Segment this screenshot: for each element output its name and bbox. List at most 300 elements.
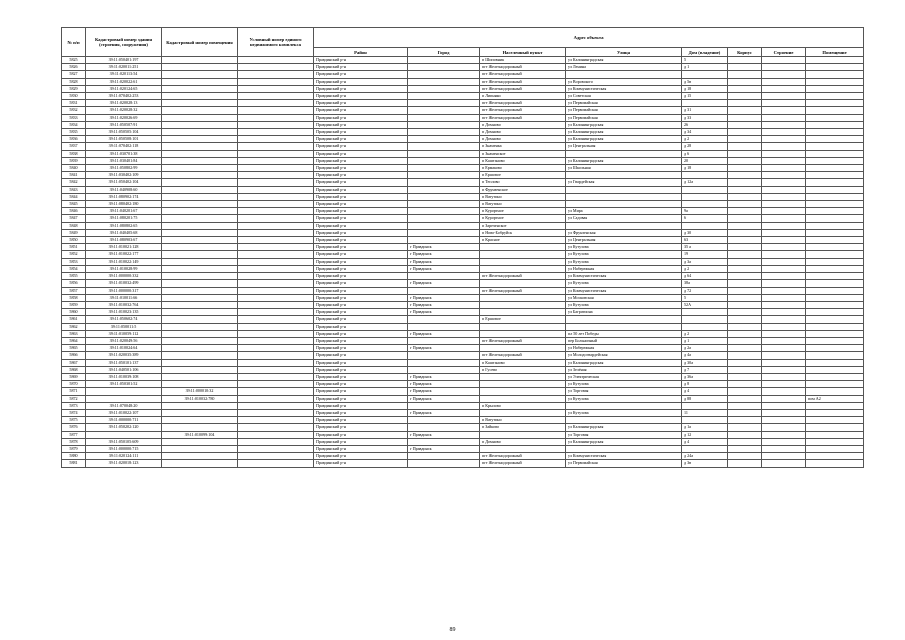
city-cell: [408, 71, 480, 78]
row-num-cell: 5850: [62, 237, 86, 244]
building-cell: [728, 85, 762, 92]
room-cell: [806, 129, 864, 136]
district-cell: Правдинский р-н: [314, 100, 408, 107]
house-cell: [682, 222, 728, 229]
district-cell: Правдинский р-н: [314, 265, 408, 272]
unit-number-cell: [238, 136, 314, 143]
row-num-cell: 5876: [62, 424, 86, 431]
land-cadastral-cell: 39:11:050802:99: [86, 165, 162, 172]
structure-cell: [762, 316, 806, 323]
table-row: [62, 381, 864, 388]
structure-cell: [762, 301, 806, 308]
settlement-cell: п Зареченское: [480, 222, 566, 229]
house-cell: д 30а: [682, 359, 728, 366]
unit-number-cell: [238, 265, 314, 272]
structure-cell: [762, 409, 806, 416]
room-cell: [806, 157, 864, 164]
land-cadastral-cell: 39:11:010028:99: [86, 265, 162, 272]
building-cell: [728, 460, 762, 467]
room-cell: [806, 179, 864, 186]
street-cell: ул Первомайская: [566, 460, 682, 467]
land-cadastral-cell: 39:11:030401:84: [86, 157, 162, 164]
unit-number-cell: [238, 157, 314, 164]
structure-cell: [762, 287, 806, 294]
row-num-cell: 5827: [62, 71, 86, 78]
row-num-cell: 5863: [62, 330, 86, 337]
room-cadastral-cell: [162, 359, 238, 366]
building-cell: [728, 93, 762, 100]
house-cell: д 72: [682, 287, 728, 294]
unit-number-cell: [238, 409, 314, 416]
table-row: [62, 229, 864, 236]
unit-number-cell: [238, 330, 314, 337]
house-cell: д 7: [682, 366, 728, 373]
structure-cell: [762, 193, 806, 200]
house-cell: д 28: [682, 143, 728, 150]
room-cadastral-cell: [162, 157, 238, 164]
district-cell: Правдинский р-н: [314, 294, 408, 301]
district-cell: Правдинский р-н: [314, 366, 408, 373]
table-row: [62, 323, 864, 330]
land-cadastral-cell: 39:11:080402:180: [86, 201, 162, 208]
header-house: Дом (владение): [682, 48, 728, 57]
room-cell: [806, 143, 864, 150]
room-cadastral-cell: [162, 417, 238, 424]
settlement-cell: пгт Железнодорожный: [480, 78, 566, 85]
house-cell: д 1: [682, 337, 728, 344]
land-cadastral-cell: 39:11:010022:149: [86, 258, 162, 265]
unit-number-cell: [238, 359, 314, 366]
house-cell: д 5в: [682, 78, 728, 85]
unit-number-cell: [238, 352, 314, 359]
room-cell: [806, 136, 864, 143]
land-cadastral-cell: 39:11:040201:67: [86, 208, 162, 215]
district-cell: Правдинский р-н: [314, 438, 408, 445]
street-cell: [566, 316, 682, 323]
room-cell: [806, 330, 864, 337]
room-cell: [806, 316, 864, 323]
city-cell: г Правдинск: [408, 330, 480, 337]
city-cell: [408, 417, 480, 424]
settlement-cell: п Теплово: [480, 179, 566, 186]
structure-cell: [762, 85, 806, 92]
unit-number-cell: [238, 431, 314, 438]
settlement-cell: п Ватутино: [480, 201, 566, 208]
house-cell: 52А: [682, 301, 728, 308]
room-cadastral-cell: [162, 373, 238, 380]
district-cell: Правдинский р-н: [314, 78, 408, 85]
row-num-cell: 5830: [62, 93, 86, 100]
settlement-cell: п Ермаково: [480, 165, 566, 172]
table-row: [62, 373, 864, 380]
unit-number-cell: [238, 114, 314, 121]
row-num-cell: 5839: [62, 157, 86, 164]
land-cadastral-cell: 39:11:080902:174: [86, 193, 162, 200]
house-cell: [682, 417, 728, 424]
table-row: [62, 78, 864, 85]
building-cell: [728, 431, 762, 438]
room-cell: пом А2: [806, 395, 864, 402]
room-cell: [806, 57, 864, 64]
table-row: [62, 287, 864, 294]
room-cadastral-cell: [162, 337, 238, 344]
land-cadastral-cell: 39:11:020018:123: [86, 460, 162, 467]
street-cell: ул Кутузова: [566, 251, 682, 258]
building-cell: [728, 100, 762, 107]
land-cadastral-cell: 39:11:050602:74: [86, 316, 162, 323]
table-row: [62, 438, 864, 445]
settlement-cell: п Курортное: [480, 208, 566, 215]
table-row: [62, 316, 864, 323]
district-cell: Правдинский р-н: [314, 129, 408, 136]
table-row: [62, 129, 864, 136]
city-cell: [408, 150, 480, 157]
structure-cell: [762, 258, 806, 265]
room-cadastral-cell: [162, 445, 238, 452]
house-cell: д 3а: [682, 258, 728, 265]
land-cadastral-cell: 39:11:050402:104: [86, 179, 162, 186]
house-cell: 11: [682, 409, 728, 416]
district-cell: Правдинский р-н: [314, 352, 408, 359]
room-cell: [806, 150, 864, 157]
land-cadastral-cell: 39:11:010023:135: [86, 309, 162, 316]
room-cadastral-cell: [162, 229, 238, 236]
city-cell: [408, 438, 480, 445]
unit-number-cell: [238, 273, 314, 280]
district-cell: Правдинский р-н: [314, 424, 408, 431]
table-row: [62, 424, 864, 431]
house-cell: д 4а: [682, 352, 728, 359]
city-cell: г Правдинск: [408, 431, 480, 438]
room-cell: [806, 366, 864, 373]
city-cell: [408, 129, 480, 136]
building-cell: [728, 345, 762, 352]
district-cell: Правдинский р-н: [314, 93, 408, 100]
city-cell: [408, 114, 480, 121]
district-cell: Правдинский р-н: [314, 301, 408, 308]
house-cell: 9а: [682, 208, 728, 215]
row-num-cell: 5825: [62, 57, 86, 64]
table-row: [62, 201, 864, 208]
row-num-cell: 5828: [62, 78, 86, 85]
district-cell: Правдинский р-н: [314, 460, 408, 467]
room-cadastral-cell: [162, 237, 238, 244]
district-cell: Правдинский р-н: [314, 150, 408, 157]
land-cadastral-cell: 39:11:070402:118: [86, 143, 162, 150]
settlement-cell: п Ватутино: [480, 193, 566, 200]
row-num-cell: 5878: [62, 438, 86, 445]
land-cadastral-cell: 39:11:010032:764: [86, 301, 162, 308]
street-cell: ул Школьная: [566, 165, 682, 172]
room-cadastral-cell: [162, 244, 238, 251]
settlement-cell: п Красное: [480, 237, 566, 244]
structure-cell: [762, 359, 806, 366]
settlement-cell: [480, 294, 566, 301]
building-cell: [728, 337, 762, 344]
structure-cell: [762, 294, 806, 301]
row-num-cell: 5835: [62, 129, 86, 136]
structure-cell: [762, 337, 806, 344]
city-cell: [408, 229, 480, 236]
unit-number-cell: [238, 100, 314, 107]
building-cell: [728, 381, 762, 388]
city-cell: [408, 93, 480, 100]
street-cell: ул Коммунистическая: [566, 287, 682, 294]
row-num-cell: 5844: [62, 193, 86, 200]
house-cell: [682, 193, 728, 200]
settlement-cell: п Крылово: [480, 402, 566, 409]
district-cell: Правдинский р-н: [314, 417, 408, 424]
house-cell: д 4: [682, 388, 728, 395]
room-cell: [806, 381, 864, 388]
row-num-cell: 5869: [62, 373, 86, 380]
room-cadastral-cell: [162, 301, 238, 308]
unit-number-cell: [238, 445, 314, 452]
building-cell: [728, 366, 762, 373]
building-cell: [728, 453, 762, 460]
building-cell: [728, 330, 762, 337]
room-cell: [806, 359, 864, 366]
room-cell: [806, 388, 864, 395]
settlement-cell: п Домново: [480, 121, 566, 128]
district-cell: Правдинский р-н: [314, 359, 408, 366]
table-row: [62, 366, 864, 373]
unit-number-cell: [238, 229, 314, 236]
settlement-cell: [480, 323, 566, 330]
table-row: [62, 215, 864, 222]
street-cell: ул Мира: [566, 208, 682, 215]
room-cell: [806, 373, 864, 380]
room-cadastral-cell: [162, 93, 238, 100]
room-cell: [806, 323, 864, 330]
land-cadastral-cell: 39:11:020026:69: [86, 114, 162, 121]
room-cell: [806, 409, 864, 416]
district-cell: Правдинский р-н: [314, 64, 408, 71]
unit-number-cell: [238, 244, 314, 251]
room-cadastral-cell: [162, 424, 238, 431]
row-num-cell: 5860: [62, 309, 86, 316]
building-cell: [728, 150, 762, 157]
table-row: [62, 93, 864, 100]
house-cell: д 31: [682, 107, 728, 114]
room-cadastral-cell: [162, 309, 238, 316]
unit-number-cell: [238, 172, 314, 179]
room-cell: [806, 431, 864, 438]
settlement-cell: п Липняки: [480, 93, 566, 100]
header-district: Район: [314, 48, 408, 57]
room-cadastral-cell: 39:11:010099:104: [162, 431, 238, 438]
row-num-cell: 5855: [62, 273, 86, 280]
district-cell: Правдинский р-н: [314, 244, 408, 251]
header-street: Улица: [566, 48, 682, 57]
house-cell: [682, 316, 728, 323]
unit-number-cell: [238, 345, 314, 352]
structure-cell: [762, 280, 806, 287]
room-cell: [806, 402, 864, 409]
city-cell: [408, 136, 480, 143]
building-cell: [728, 323, 762, 330]
row-num-cell: 5872: [62, 395, 86, 402]
row-num-cell: 5852: [62, 251, 86, 258]
room-cell: [806, 121, 864, 128]
settlement-cell: п Ершовое: [480, 316, 566, 323]
district-cell: Правдинский р-н: [314, 251, 408, 258]
city-cell: г Правдинск: [408, 265, 480, 272]
header-land-cad: Кадастровый номер здания (строения, сооружения): [86, 28, 162, 57]
land-cadastral-cell: 39:11:050401:197: [86, 57, 162, 64]
row-num-cell: 5858: [62, 294, 86, 301]
street-cell: ул Калининградская: [566, 57, 682, 64]
district-cell: Правдинский р-н: [314, 193, 408, 200]
house-cell: [682, 71, 728, 78]
street-cell: ул Кутузова: [566, 395, 682, 402]
structure-cell: [762, 265, 806, 272]
building-cell: [728, 359, 762, 366]
unit-number-cell: [238, 337, 314, 344]
district-cell: Правдинский р-н: [314, 402, 408, 409]
land-cadastral-cell: 39:11:010024:64: [86, 345, 162, 352]
building-cell: [728, 309, 762, 316]
unit-number-cell: [238, 215, 314, 222]
house-cell: д 1: [682, 64, 728, 71]
room-cell: [806, 265, 864, 272]
room-cadastral-cell: [162, 273, 238, 280]
city-cell: г Правдинск: [408, 309, 480, 316]
building-cell: [728, 301, 762, 308]
land-cadastral-cell: 39:11:050507:91: [86, 121, 162, 128]
street-cell: ул Калининградская: [566, 129, 682, 136]
street-cell: ул Кутузова: [566, 301, 682, 308]
unit-number-cell: [238, 208, 314, 215]
table-row: [62, 85, 864, 92]
city-cell: [408, 201, 480, 208]
room-cell: [806, 258, 864, 265]
row-num-cell: 5879: [62, 445, 86, 452]
table-row: [62, 193, 864, 200]
room-cell: [806, 208, 864, 215]
row-num-cell: 5874: [62, 409, 86, 416]
house-cell: 26: [682, 121, 728, 128]
room-cell: [806, 251, 864, 258]
structure-cell: [762, 143, 806, 150]
structure-cell: [762, 424, 806, 431]
table-body: [62, 57, 864, 468]
house-cell: д 15: [682, 93, 728, 100]
district-cell: Правдинский р-н: [314, 309, 408, 316]
district-cell: Правдинский р-н: [314, 186, 408, 193]
city-cell: [408, 366, 480, 373]
building-cell: [728, 237, 762, 244]
settlement-cell: [480, 301, 566, 308]
house-cell: д 36а: [682, 373, 728, 380]
settlement-cell: [480, 345, 566, 352]
row-num-cell: 5829: [62, 85, 86, 92]
land-cadastral-cell: 39:11:030701:38: [86, 150, 162, 157]
street-cell: ул Центральная: [566, 143, 682, 150]
unit-number-cell: [238, 316, 314, 323]
room-cell: [806, 244, 864, 251]
header-settlement: Населенный пункт: [480, 48, 566, 57]
unit-number-cell: [238, 309, 314, 316]
page-number: 89: [449, 627, 456, 633]
room-cadastral-cell: [162, 287, 238, 294]
structure-cell: [762, 395, 806, 402]
city-cell: [408, 402, 480, 409]
building-cell: [728, 71, 762, 78]
street-cell: ул Воровского: [566, 78, 682, 85]
city-cell: г Правдинск: [408, 395, 480, 402]
header-room-cad: Кадастровый номер помещения: [162, 28, 238, 57]
room-cadastral-cell: [162, 121, 238, 128]
settlement-cell: п Домново: [480, 136, 566, 143]
building-cell: [728, 201, 762, 208]
room-cell: [806, 114, 864, 121]
table-row: [62, 251, 864, 258]
city-cell: [408, 107, 480, 114]
land-cadastral-cell: 39:11:050202:120: [86, 424, 162, 431]
table-row: [62, 143, 864, 150]
row-num-cell: 5832: [62, 107, 86, 114]
street-cell: [566, 417, 682, 424]
table-row: [62, 301, 864, 308]
settlement-cell: п Домново: [480, 129, 566, 136]
land-cadastral-cell: 39:11:040405:68: [86, 229, 162, 236]
land-cadastral-cell: 39:11:050011:5: [86, 323, 162, 330]
unit-number-cell: [238, 85, 314, 92]
room-cell: [806, 229, 864, 236]
row-num-cell: 5877: [62, 431, 86, 438]
city-cell: [408, 316, 480, 323]
house-cell: д 6: [682, 150, 728, 157]
structure-cell: [762, 309, 806, 316]
city-cell: [408, 157, 480, 164]
district-cell: Правдинский р-н: [314, 143, 408, 150]
room-cell: [806, 215, 864, 222]
settlement-cell: [480, 265, 566, 272]
land-cadastral-cell: 39:11:010022:177: [86, 251, 162, 258]
house-cell: д 12а: [682, 179, 728, 186]
settlement-cell: [480, 244, 566, 251]
house-cell: [682, 186, 728, 193]
district-cell: Правдинский р-н: [314, 172, 408, 179]
room-cadastral-cell: [162, 201, 238, 208]
table-row: [62, 100, 864, 107]
room-cadastral-cell: [162, 143, 238, 150]
row-num-cell: 5859: [62, 301, 86, 308]
room-cadastral-cell: [162, 366, 238, 373]
building-cell: [728, 222, 762, 229]
street-cell: ул Багратиона: [566, 309, 682, 316]
land-cadastral-cell: 39:11:080903:67: [86, 237, 162, 244]
building-cell: [728, 172, 762, 179]
room-cell: [806, 78, 864, 85]
table-row: [62, 352, 864, 359]
district-cell: Правдинский р-н: [314, 179, 408, 186]
row-num-cell: 5862: [62, 323, 86, 330]
settlement-cell: [480, 258, 566, 265]
district-cell: Правдинский р-н: [314, 71, 408, 78]
land-cadastral-cell: 39:11:030402:109: [86, 172, 162, 179]
street-cell: [566, 402, 682, 409]
land-cadastral-cell: 39:11:010021:128: [86, 244, 162, 251]
table-row: [62, 179, 864, 186]
table-row: [62, 258, 864, 265]
building-cell: [728, 388, 762, 395]
street-cell: [566, 172, 682, 179]
building-cell: [728, 352, 762, 359]
structure-cell: [762, 323, 806, 330]
house-cell: [682, 445, 728, 452]
